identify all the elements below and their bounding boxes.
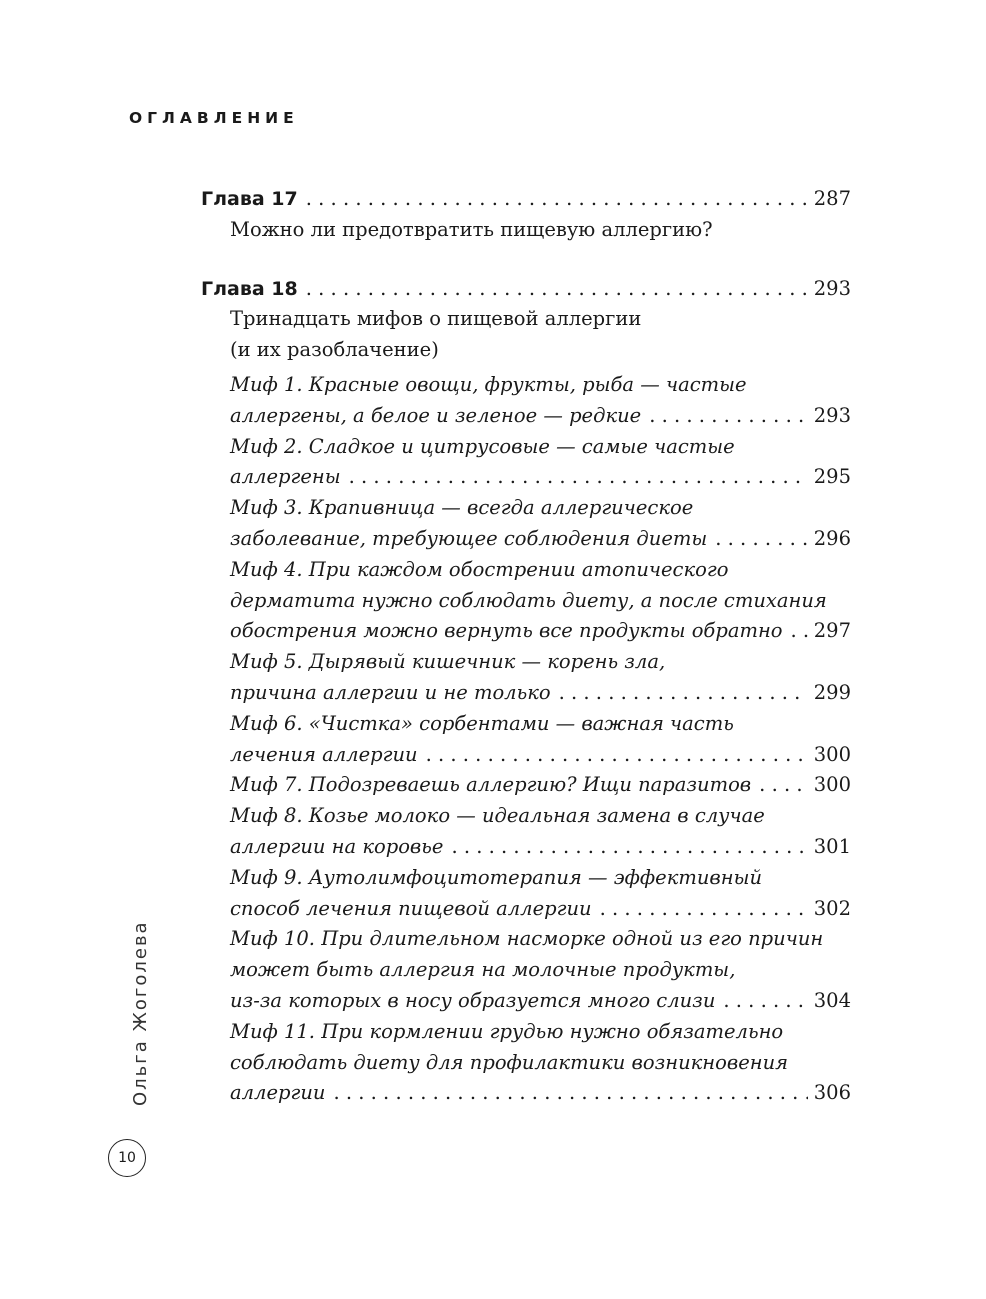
myth-text: лечения аллергии	[230, 742, 418, 766]
myth-page: 306	[813, 1081, 851, 1105]
toc-myth-4[interactable]	[201, 555, 851, 647]
dot-leader	[333, 1078, 807, 1109]
chapter-label: Глава 18	[201, 277, 298, 300]
myth-text: аллергии на коровье	[230, 834, 444, 858]
toc-myth-2[interactable]	[201, 432, 851, 494]
myth-text: Миф 1. Красные овощи, фрукты, рыба — частые	[230, 372, 747, 396]
myth-page: 300	[813, 773, 851, 797]
chapter-subtitle: Тринадцать мифов о пищевой аллергии	[230, 307, 642, 331]
toc-myth-1[interactable]	[201, 370, 851, 432]
myth-text: аллергии	[230, 1081, 326, 1105]
dot-leader	[306, 274, 808, 305]
dot-leader	[559, 678, 808, 709]
toc-myth-6[interactable]	[201, 709, 851, 771]
myth-text: Миф 2. Сладкое и цитрусовые — самые частые	[230, 434, 735, 458]
chapter-subtitle: Можно ли предотвратить пищевую аллергию?	[230, 217, 713, 241]
myth-page: 300	[813, 742, 851, 766]
toc-myth-3[interactable]	[201, 493, 851, 555]
myth-text: Миф 9. Аутолимфоцитотерапия — эффективный	[230, 865, 763, 889]
dot-leader	[426, 740, 808, 771]
dot-leader	[649, 401, 808, 432]
myth-page: 295	[813, 465, 851, 489]
chapter-subtitle: (и их разоблачение)	[230, 338, 439, 362]
myth-page: 297	[813, 619, 851, 643]
toc-myth-11[interactable]	[201, 1017, 851, 1109]
toc-myth-9[interactable]	[201, 863, 851, 925]
myth-text: соблюдать диету для профилактики возникновения	[230, 1050, 789, 1074]
myth-text: аллергены	[230, 465, 341, 489]
dot-leader	[759, 770, 808, 801]
chapter-page: 293	[813, 276, 851, 300]
myth-text: причина аллергии и не только	[230, 680, 551, 704]
myth-page: 293	[813, 403, 851, 427]
dot-leader	[715, 524, 808, 555]
myth-text: обострения можно вернуть все продукты обратно	[230, 619, 783, 643]
myth-text: аллергены, а белое и зеленое — редкие	[230, 403, 642, 427]
myth-page: 299	[813, 680, 851, 704]
table-of-contents	[201, 184, 851, 1109]
chapter-page: 287	[813, 187, 851, 210]
page-title: ОГЛАВЛЕНИЕ	[129, 109, 299, 127]
myth-page: 302	[813, 896, 851, 920]
dot-leader	[723, 986, 807, 1017]
myth-text: Миф 8. Козье молоко — идеальная замена в случае	[230, 804, 765, 828]
myth-text: Миф 7. Подозреваешь аллергию? Ищи паразитов	[230, 773, 752, 797]
toc-chapter-17[interactable]	[201, 184, 851, 215]
myth-text: заболевание, требующее соблюдения диеты	[230, 526, 708, 550]
dot-leader	[451, 832, 807, 863]
myth-text: может быть аллергия на молочные продукты,	[230, 958, 736, 982]
myth-text: Миф 10. При длительном насморке одной из его причин	[230, 927, 824, 951]
myth-text: Миф 3. Крапивница — всегда аллергическое	[230, 496, 694, 520]
dot-leader	[791, 616, 808, 647]
myth-text: из-за которых в носу образуется много слизи	[230, 988, 716, 1012]
toc-myth-5[interactable]	[201, 647, 851, 709]
myth-text: Миф 5. Дырявый кишечник — корень зла,	[230, 650, 666, 674]
myth-page: 296	[813, 526, 851, 550]
chapter-label: Глава 17	[201, 188, 298, 210]
myth-text: способ лечения пищевой аллергии	[230, 896, 592, 920]
toc-chapter-18[interactable]	[201, 274, 851, 305]
toc-myth-7[interactable]	[201, 770, 851, 801]
toc-myth-8[interactable]	[201, 801, 851, 863]
myth-page: 301	[813, 834, 851, 858]
author-name: Ольга Жоголева	[130, 920, 151, 1106]
dot-leader	[306, 184, 808, 215]
dot-leader	[600, 894, 808, 925]
toc-myth-10[interactable]	[201, 924, 851, 1016]
myth-text: Миф 4. При каждом обострении атопического	[230, 557, 729, 581]
myth-text: Миф 11. При кормлении грудью нужно обязательно	[230, 1019, 784, 1043]
dot-leader	[349, 462, 808, 493]
myth-text: Миф 6. «Чистка» сорбентами — важная часть	[230, 711, 734, 735]
myth-text: дерматита нужно соблюдать диету, а после стихания	[230, 588, 827, 612]
page-number-badge: 10	[108, 1139, 146, 1177]
myth-page: 304	[813, 988, 851, 1012]
